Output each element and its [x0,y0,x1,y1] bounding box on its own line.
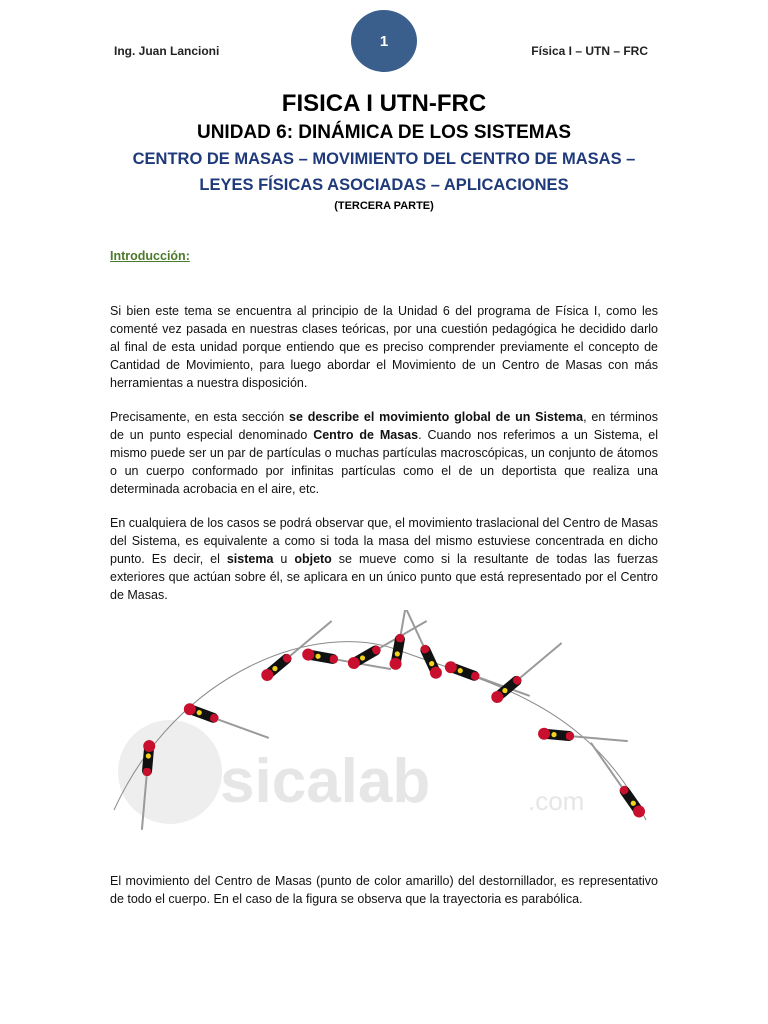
paragraph-2 [110,408,658,498]
screwdriver-shaft [572,736,628,741]
screwdriver-shaft [216,719,269,738]
unit-title: UNIDAD 6: DINÁMICA DE LOS SISTEMAS [196,122,572,143]
paragraph-2-text: , en términos de un punto especial denominado [110,410,658,442]
paragraph-2-bold: Centro de Masas [313,428,419,442]
paragraph-2-text: Precisamente, en esta sección [110,410,289,424]
screwdriver [346,616,430,671]
header-course: Física I – UTN – FRC [531,44,648,58]
screwdriver-trajectory-figure [108,610,660,860]
page-number-badge: 1 [351,10,417,72]
paragraph-2-bold: se describe el movimiento global de un Sistema [289,410,584,424]
watermark-text: sicalab [220,747,431,816]
paragraph-3-bold: objeto [294,552,332,566]
screwdriver-shaft [519,643,562,679]
title-block [0,88,768,214]
section-heading-intro: Introducción: [110,249,190,263]
paragraph-1: Si bien este tema se encuentra al principio de la Unidad 6 del programa de Física I, como les comenté vez pasada en nuestras clases teóricas, por una cuestión pedagógica he decidido darlo al final de esta unidad porque entiendo que es preciso comprender previamente el concepto de Cantidad de Movimiento, para luego abordar el Movimiento de un Centro de Masas con más herramientas a nuestra disposición. [110,304,658,390]
header-author: Ing. Juan Lancioni [114,44,220,58]
figure-svg [108,610,660,860]
screwdriver [586,739,647,820]
paragraph-3-text: En cualquiera de los casos se podrá observar que, el movimiento traslacional del Centro de Masas del Sistema, es equivalente a como si toda la masa del mismo estuviese concentrada en dicho punto. Es decir, el [110,516,658,566]
topic-title-line-1: CENTRO DE MASAS – MOVIMIENTO DEL CENTRO DE MASAS – [132,150,636,168]
screwdriver-shaft [591,743,623,789]
paragraph-3 [110,514,658,604]
watermark-suffix: .com [528,786,585,816]
paragraph-3-text: u [273,552,295,566]
screwdriver [538,727,629,747]
paragraph-3-text: se mueve como si la resultante de todas las fuerzas exteriores que actúan sobre él, se aplicara en un único punto que está representado por el Centro de Masas. [110,552,658,602]
paragraph-4: El movimiento del Centro de Masas (punto de color amarillo) del destornillador, es representativo de todo el cuerpo. En el caso de la figura se observa que la trayectoria es parabólica. [110,874,658,906]
screwdriver [259,616,336,683]
watermark [118,720,584,824]
paragraph-3-bold: sistema [226,552,274,566]
topic-title-line-2: LEYES FÍSICAS ASOCIADAS – APLICACIONES [199,176,569,194]
screwdriver-ferrule [566,732,575,741]
paragraph-2-text: . Cuando nos referimos a un Sistema, el mismo puede ser un par de partículas o muchas partículas macroscópicas, un conjunto de átomos o un cuerpo conformado por infinitas partículas como el de un deportista que realiza una determinada acrobacia en el aire, etc. [110,428,659,496]
watermark-circle [118,720,222,824]
part-label: (TERCERA PARTE) [334,200,434,212]
document-title: FISICA I UTN-FRC [281,90,487,117]
screwdriver-ferrule [143,768,152,777]
